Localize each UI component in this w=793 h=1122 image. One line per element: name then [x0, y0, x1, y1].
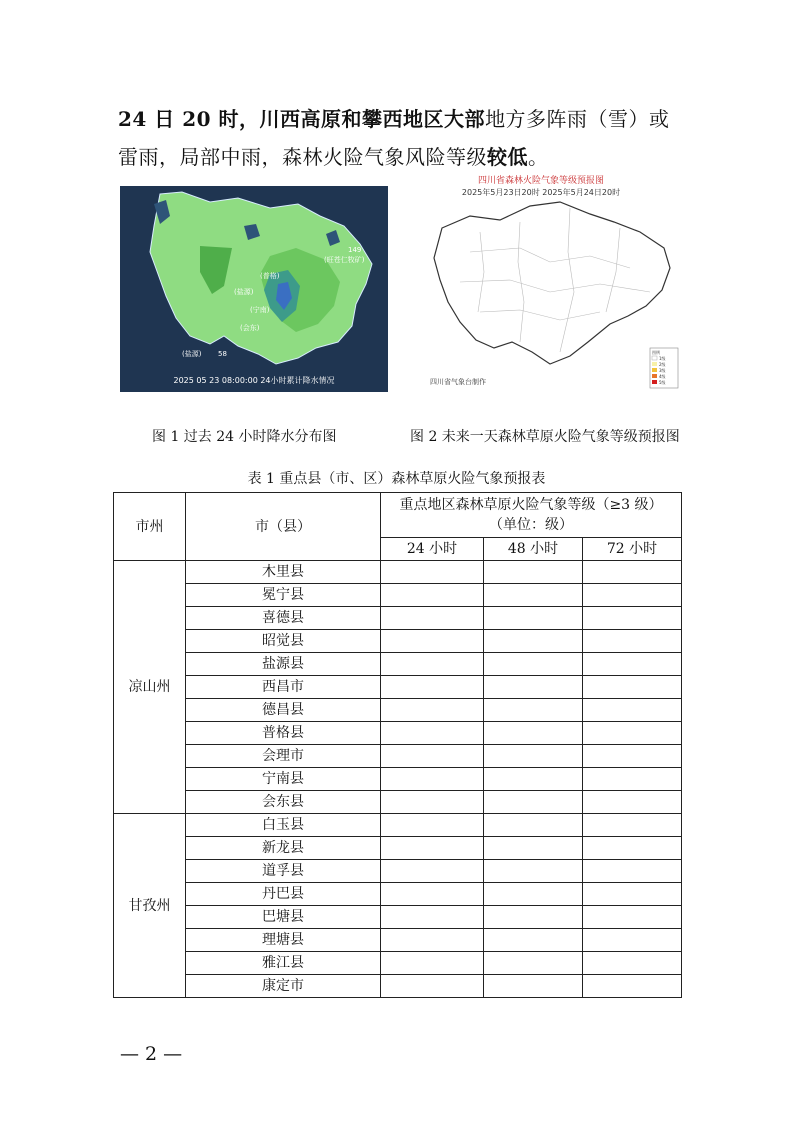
value-cell	[484, 883, 583, 906]
value-cell	[484, 952, 583, 975]
county-cell: 昭觉县	[186, 630, 381, 653]
value-cell	[484, 745, 583, 768]
table-row	[114, 745, 682, 768]
county-cell: 冕宁县	[186, 584, 381, 607]
value-cell	[484, 975, 583, 998]
value-cell	[583, 607, 682, 630]
paragraph-text-2: 。	[528, 145, 549, 169]
value-cell	[381, 975, 484, 998]
table-row	[114, 722, 682, 745]
fig2-legend-label: 1级	[659, 356, 666, 361]
fig2-legend-swatch	[652, 380, 657, 384]
fig2-title: 四川省森林火险气象等级预报图	[477, 176, 605, 186]
value-cell	[583, 584, 682, 607]
value-cell	[381, 630, 484, 653]
table-row	[114, 837, 682, 860]
table-row	[114, 791, 682, 814]
page-number: — 2 —	[120, 1043, 183, 1065]
figure-2-caption: 图 2 未来一天森林草原火险气象等级预报图	[410, 429, 680, 445]
county-cell: 丹巴县	[186, 883, 381, 906]
value-cell	[484, 630, 583, 653]
county-cell: 喜德县	[186, 607, 381, 630]
fig2-legend-label: 5级	[659, 380, 666, 385]
value-cell	[583, 860, 682, 883]
county-cell: 德昌县	[186, 699, 381, 722]
county-cell: 道孚县	[186, 860, 381, 883]
county-cell: 巴塘县	[186, 906, 381, 929]
fig1-label: 58	[218, 350, 227, 358]
value-cell	[583, 975, 682, 998]
fig2-legend-label: 2级	[659, 362, 666, 367]
precipitation-map	[120, 186, 388, 392]
value-cell	[484, 653, 583, 676]
fig2-legend-swatch	[652, 356, 657, 360]
table-row	[114, 699, 682, 722]
value-cell	[484, 699, 583, 722]
header-county: 市（县）	[186, 493, 381, 561]
value-cell	[484, 860, 583, 883]
county-cell: 宁南县	[186, 768, 381, 791]
value-cell	[381, 860, 484, 883]
value-cell	[583, 699, 682, 722]
figure-1-caption: 图 1 过去 24 小时降水分布图	[152, 429, 337, 445]
county-cell: 会东县	[186, 791, 381, 814]
table-row	[114, 975, 682, 998]
value-cell	[381, 952, 484, 975]
fig1-label: (会东)	[240, 324, 260, 332]
value-cell	[583, 653, 682, 676]
fig2-legend-label: 4级	[659, 374, 666, 379]
table-row	[114, 584, 682, 607]
paragraph-bold-2: 较低	[487, 145, 528, 169]
precipitation-map-figure	[120, 186, 388, 392]
table-row	[114, 630, 682, 653]
value-cell	[583, 722, 682, 745]
table-row	[114, 561, 682, 584]
table-row	[114, 653, 682, 676]
value-cell	[583, 791, 682, 814]
paragraph-bold-1: 24 日 20 时，川西高原和攀西地区大部	[118, 107, 486, 131]
value-cell	[381, 699, 484, 722]
table-row	[114, 676, 682, 699]
header-group	[381, 493, 682, 538]
value-cell	[583, 929, 682, 952]
value-cell	[583, 676, 682, 699]
table-row	[114, 883, 682, 906]
county-cell: 理塘县	[186, 929, 381, 952]
fig1-timestamp: 2025 05 23 08:00:00 24小时累计降水情况	[173, 376, 335, 385]
value-cell	[484, 791, 583, 814]
value-cell	[583, 837, 682, 860]
value-cell	[583, 745, 682, 768]
value-cell	[381, 929, 484, 952]
fig2-legend-swatch	[652, 374, 657, 378]
value-cell	[484, 768, 583, 791]
value-cell	[484, 607, 583, 630]
value-cell	[484, 584, 583, 607]
header-group-unit: （单位：级）	[489, 517, 573, 533]
fig1-label: 149	[348, 246, 362, 254]
table-row	[114, 860, 682, 883]
table-row	[114, 952, 682, 975]
prefecture-cell: 甘孜州	[114, 814, 186, 998]
forecast-table	[113, 492, 682, 998]
value-cell	[484, 722, 583, 745]
county-cell: 会理市	[186, 745, 381, 768]
value-cell	[381, 653, 484, 676]
county-cell: 西昌市	[186, 676, 381, 699]
county-cell: 白玉县	[186, 814, 381, 837]
value-cell	[381, 768, 484, 791]
value-cell	[583, 814, 682, 837]
fig2-legend-label: 3级	[659, 368, 666, 373]
county-cell: 新龙县	[186, 837, 381, 860]
table-row	[114, 768, 682, 791]
table-row	[114, 607, 682, 630]
fig1-label: (旺苍仁牧矿)	[324, 256, 365, 264]
value-cell	[381, 837, 484, 860]
fig1-label: (普格)	[260, 272, 280, 280]
table-row	[114, 906, 682, 929]
fig2-credit: 四川省气象台制作	[430, 378, 486, 386]
value-cell	[381, 814, 484, 837]
value-cell	[381, 584, 484, 607]
value-cell	[583, 883, 682, 906]
value-cell	[583, 952, 682, 975]
value-cell	[381, 745, 484, 768]
header-24h: 24 小时	[381, 538, 484, 561]
table-row	[114, 929, 682, 952]
fig1-label: (盐源)	[234, 288, 254, 296]
value-cell	[583, 561, 682, 584]
county-cell: 普格县	[186, 722, 381, 745]
value-cell	[484, 837, 583, 860]
table-caption: 表 1 重点县（市、区）森林草原火险气象预报表	[247, 471, 546, 487]
fire-risk-map	[400, 172, 683, 394]
value-cell	[583, 768, 682, 791]
header-48h: 48 小时	[484, 538, 583, 561]
value-cell	[484, 676, 583, 699]
value-cell	[583, 906, 682, 929]
value-cell	[381, 906, 484, 929]
value-cell	[381, 883, 484, 906]
county-cell: 雅江县	[186, 952, 381, 975]
fig2-legend-title: 图例	[652, 350, 660, 355]
value-cell	[484, 561, 583, 584]
value-cell	[381, 561, 484, 584]
header-72h: 72 小时	[583, 538, 682, 561]
value-cell	[381, 607, 484, 630]
value-cell	[484, 906, 583, 929]
fig2-legend-swatch	[652, 368, 657, 372]
table-row	[114, 814, 682, 837]
value-cell	[381, 722, 484, 745]
fig2-subtitle: 2025年5月23日20时 2025年5月24日20时	[461, 188, 621, 197]
county-cell: 木里县	[186, 561, 381, 584]
value-cell	[583, 630, 682, 653]
paragraph-text-1: 地方多阵雨（雪）或雷雨，局部中雨，森林火险气象风险等级	[118, 107, 670, 169]
fig1-label: (宁南)	[250, 306, 270, 314]
county-cell: 康定市	[186, 975, 381, 998]
fig1-label: (盐源)	[182, 350, 202, 358]
value-cell	[484, 929, 583, 952]
header-prefecture: 市州	[114, 493, 186, 561]
fire-risk-map-figure	[400, 172, 683, 394]
value-cell	[381, 676, 484, 699]
value-cell	[381, 791, 484, 814]
header-group-title: 重点地区森林草原火险气象等级（≥3 级）	[399, 497, 663, 513]
forecast-paragraph	[118, 100, 688, 176]
value-cell	[484, 814, 583, 837]
county-cell: 盐源县	[186, 653, 381, 676]
fig2-legend-swatch	[652, 362, 657, 366]
prefecture-cell: 凉山州	[114, 561, 186, 814]
